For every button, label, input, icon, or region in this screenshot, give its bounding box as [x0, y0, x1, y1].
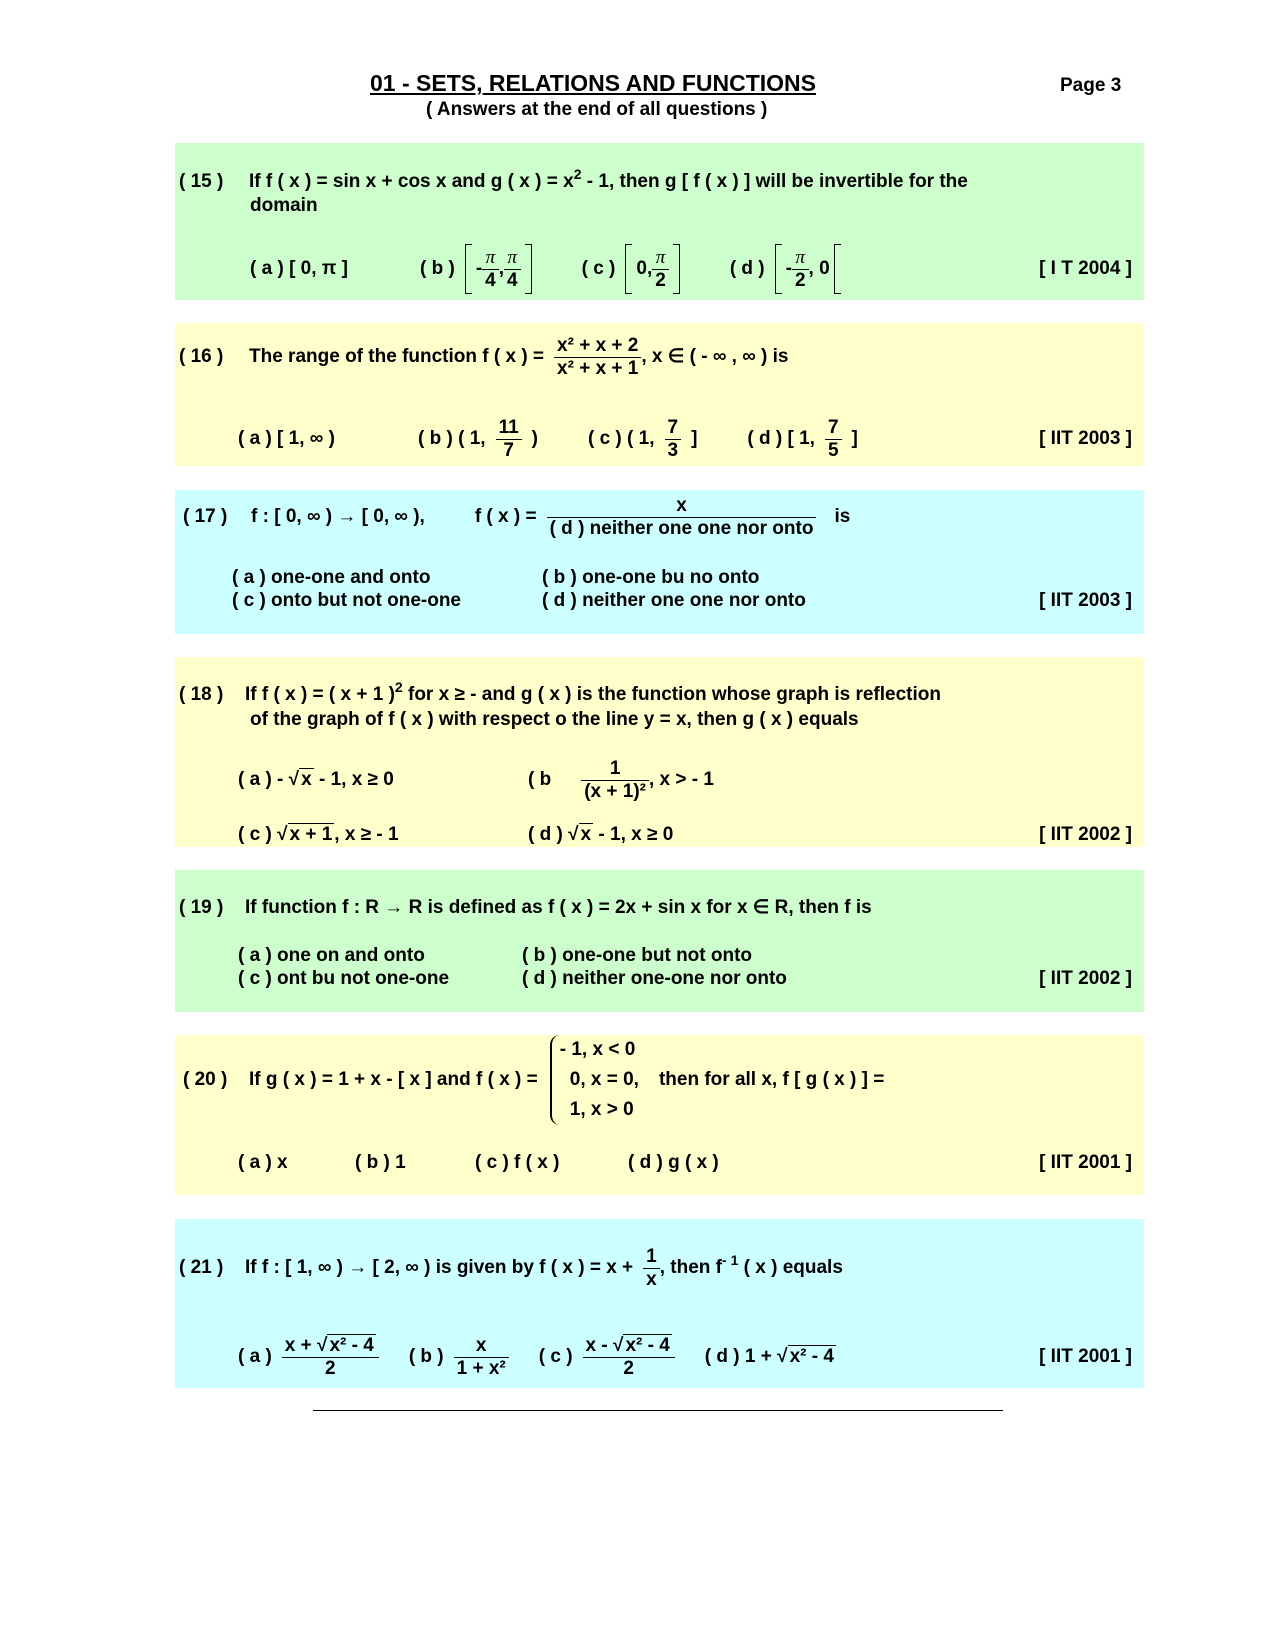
- bracket: [834, 244, 841, 294]
- function-def: f ( x ) =: [474, 506, 537, 527]
- denominator: 1 + x²: [454, 1357, 509, 1380]
- option-a[interactable]: ( a ) - √ x - 1, x ≥ 0: [238, 769, 394, 790]
- source: [ IIT 2003 ]: [1039, 590, 1132, 611]
- radicand: x + 1: [289, 824, 333, 845]
- options-row: [250, 242, 1132, 296]
- question-line-1: [179, 1244, 1132, 1292]
- option-d-label[interactable]: ( d ): [729, 258, 765, 279]
- option-d[interactable]: ( d ) neither one one nor onto: [542, 590, 806, 611]
- option-c-value: 0,: [636, 258, 653, 279]
- option-c-label[interactable]: ( c ): [581, 258, 616, 279]
- question-number: ( 20 ): [183, 1069, 228, 1090]
- radicand: x: [301, 769, 312, 790]
- question-text: If g ( x ) = 1 + x - [ x ] and f ( x ) =: [249, 1069, 538, 1090]
- question-line-1: [179, 166, 1132, 193]
- denominator: 7: [496, 439, 522, 462]
- source: [ IIT 2002 ]: [1039, 824, 1132, 845]
- question-number: ( 16 ): [179, 346, 224, 367]
- text-part: If f ( x ) = sin x + cos x and g ( x ) = x: [249, 171, 574, 192]
- option-d[interactable]: ( d ) neither one-one nor onto: [522, 968, 787, 989]
- option-b-label[interactable]: ( b: [528, 769, 552, 790]
- question-16: [175, 323, 1144, 466]
- option-d[interactable]: ( d ) [ 1,: [747, 428, 815, 449]
- question-19: [175, 870, 1144, 1012]
- footer-divider: [313, 1410, 1003, 1411]
- radicand: x² - 4: [625, 1334, 670, 1356]
- question-text: If function f : R → R is defined as f ( x ) = 2x + sin x for x ∈ R, then f is: [245, 897, 872, 918]
- option-text: ( d ) 1 +: [704, 1346, 778, 1367]
- fraction: [581, 758, 649, 803]
- option-b[interactable]: ( b ) ( 1,: [418, 428, 486, 449]
- paren: ): [531, 428, 538, 449]
- options-row-1: [238, 945, 1132, 967]
- denominator: (x + 1)²: [581, 780, 649, 803]
- option-a[interactable]: [250, 258, 410, 280]
- source: [ IIT 2002 ]: [1039, 968, 1132, 989]
- denominator: x² + x + 1: [554, 357, 641, 380]
- fraction: [652, 247, 669, 292]
- case-1: - 1, x < 0: [559, 1039, 636, 1060]
- question-20: [175, 1035, 1144, 1195]
- option-label: ( a ): [250, 258, 284, 279]
- mapping: f : [ 0, ∞ ) → [ 0, ∞ ),: [251, 506, 425, 527]
- options-row-1: [232, 567, 1132, 589]
- bracket: ]: [851, 428, 858, 449]
- fraction: [665, 417, 682, 462]
- question-text: If f : [ 1, ∞ ) → [ 2, ∞ ) is given by f ( x ) = x +: [245, 1257, 634, 1278]
- option-c[interactable]: ( c ) ont bu not one-one: [238, 968, 450, 989]
- question-text-post: is: [834, 506, 851, 527]
- option-b[interactable]: ( b ) one-one bu no onto: [542, 567, 760, 588]
- source: [ IIT 2001 ]: [1039, 1152, 1132, 1173]
- options-row-2: [238, 824, 1132, 846]
- fraction: [482, 247, 499, 292]
- superscript: 2: [573, 166, 582, 182]
- numerator: x: [676, 494, 687, 516]
- options-row-1: [238, 756, 1132, 804]
- source: [ I T 2004 ]: [1039, 258, 1132, 279]
- question-text-post: , x ∈ ( - ∞ , ∞ ) is: [641, 346, 789, 367]
- denominator: 2: [792, 269, 809, 292]
- options-row-2: [238, 968, 1132, 990]
- option-text: ( c ): [238, 824, 278, 845]
- source: [ IIT 2003 ]: [1039, 428, 1132, 449]
- fraction: [643, 1246, 660, 1291]
- option-d-value: , 0: [808, 258, 830, 279]
- question-text: [249, 166, 968, 193]
- options-row: [238, 1152, 1132, 1174]
- option-b-value: , x > - 1: [649, 769, 714, 790]
- question-line-1: [183, 1035, 1132, 1125]
- option-a[interactable]: ( a ) [ 1, ∞ ): [238, 428, 335, 449]
- denominator: 2: [282, 1357, 379, 1380]
- question-line-1: [183, 493, 1132, 541]
- numerator: 11: [498, 416, 519, 438]
- question-text: The range of the function f ( x ) =: [249, 346, 545, 367]
- option-a[interactable]: ( a ) x: [238, 1152, 288, 1173]
- option-c[interactable]: ( c ) √ x + 1 , x ≥ - 1: [238, 824, 399, 845]
- superscript: 2: [394, 679, 403, 695]
- bracket: [465, 244, 472, 294]
- question-18: [175, 657, 1144, 847]
- option-a-label[interactable]: ( a ): [238, 1346, 272, 1367]
- option-d[interactable]: ( d ) g ( x ): [628, 1152, 719, 1173]
- page-subtitle: ( Answers at the end of all questions ): [426, 99, 768, 120]
- comma: ,: [498, 258, 505, 279]
- question-line-1: [179, 333, 1132, 381]
- text-part: If f ( x ) = ( x + 1 ): [245, 684, 395, 705]
- option-text: ( d ): [528, 824, 569, 845]
- option-text: ( a ) -: [238, 769, 284, 790]
- bracket: [625, 244, 632, 294]
- question-15: [175, 143, 1144, 300]
- radicand: x² - 4: [329, 1334, 374, 1356]
- question-text-post: [659, 1252, 843, 1279]
- case-2: 0, x = 0,: [569, 1069, 639, 1090]
- numerator: x: [475, 1334, 487, 1356]
- denominator: 3: [665, 439, 682, 462]
- numerator: 1: [646, 1245, 657, 1267]
- option-c[interactable]: ( c ) onto but not one-one: [232, 590, 462, 611]
- numerator: x² + x + 2: [557, 334, 639, 356]
- option-b[interactable]: ( b ) one-one but not onto: [522, 945, 753, 966]
- numerator: 7: [827, 416, 839, 438]
- numerator: x +: [284, 1334, 318, 1356]
- options-row: [238, 1330, 1132, 1384]
- text-part: for x ≥ - and g ( x ) is the function whose graph is reflection: [408, 684, 941, 705]
- question-text-line2: domain: [250, 195, 318, 216]
- fraction: [554, 335, 641, 380]
- question-text-line2: of the graph of f ( x ) with respect o the line y = x, then g ( x ) equals: [250, 709, 859, 730]
- question-text: [245, 679, 941, 706]
- denominator: 2: [583, 1357, 675, 1380]
- denominator: 4: [504, 269, 521, 292]
- numerator: π: [485, 246, 496, 268]
- question-21: [175, 1219, 1144, 1388]
- numerator: π: [795, 246, 806, 268]
- question-number: ( 18 ): [179, 684, 224, 705]
- options-row: [238, 415, 1132, 463]
- option-b-label[interactable]: ( b ): [420, 258, 455, 279]
- superscript: - 1: [722, 1252, 739, 1268]
- denominator: 4: [482, 269, 499, 292]
- bracket: ]: [691, 428, 698, 449]
- question-number: ( 15 ): [179, 171, 224, 192]
- fraction: [792, 247, 809, 292]
- source: [ IIT 2001 ]: [1039, 1346, 1132, 1367]
- option-c[interactable]: ( c ) ( 1,: [587, 428, 655, 449]
- page-number: Page 3: [1060, 75, 1122, 96]
- page-title: 01 - SETS, RELATIONS AND FUNCTIONS: [370, 70, 816, 96]
- bracket: [775, 244, 782, 294]
- option-b[interactable]: ( b ) 1: [355, 1152, 406, 1173]
- fraction: [496, 417, 522, 462]
- text-part: ( x ) equals: [743, 1257, 843, 1278]
- option-a[interactable]: ( a ) one on and onto: [238, 945, 425, 966]
- option-c[interactable]: ( c ) f ( x ): [475, 1152, 560, 1173]
- fraction: [547, 495, 817, 540]
- numerator: π: [507, 246, 518, 268]
- denominator: ( d ) neither one one nor onto: [547, 517, 817, 540]
- options-row-2: [232, 590, 1132, 612]
- denominator: 2: [652, 269, 669, 292]
- option-text: , x ≥ - 1: [334, 824, 399, 845]
- minus: -: [785, 258, 792, 279]
- numerator: 1: [609, 757, 621, 779]
- question-17: [175, 490, 1144, 634]
- option-d[interactable]: ( d ) √ x - 1, x ≥ 0: [528, 824, 674, 845]
- fraction: $\frac{\text{x - √ x² - 4}}{2}$: [583, 1335, 675, 1380]
- fraction: [825, 417, 842, 462]
- bracket: [525, 244, 532, 294]
- denominator: x: [643, 1268, 660, 1291]
- option-c-label[interactable]: ( c ): [538, 1346, 573, 1367]
- question-line-1: [179, 897, 1132, 919]
- question-number: ( 21 ): [179, 1257, 224, 1278]
- minus: -: [475, 258, 483, 279]
- option-a[interactable]: ( a ) one-one and onto: [232, 567, 431, 588]
- option-value: [ 0, π ]: [289, 258, 348, 279]
- case-3: 1, x > 0: [569, 1099, 634, 1120]
- radicand: x² - 4: [789, 1346, 834, 1367]
- denominator: 5: [825, 439, 842, 462]
- question-number: ( 19 ): [179, 897, 224, 918]
- question-number: ( 17 ): [183, 506, 228, 527]
- radicand: x: [580, 824, 592, 845]
- numerator: π: [655, 246, 666, 268]
- option-text: - 1, x ≥ 0: [318, 769, 394, 790]
- option-b-label[interactable]: ( b ): [408, 1346, 444, 1367]
- piecewise-cases: [550, 1035, 639, 1125]
- bracket: [673, 244, 680, 294]
- numerator: 7: [667, 416, 679, 438]
- option-text: - 1, x ≥ 0: [598, 824, 674, 845]
- text-part: - 1, then g [ f ( x ) ] will be invertible for the: [586, 171, 968, 192]
- fraction: [454, 1335, 509, 1380]
- fraction: $\frac{\text{x + √ x² - 4}}{2}$: [282, 1335, 379, 1380]
- fraction: [504, 247, 521, 292]
- numerator: x -: [585, 1334, 613, 1356]
- question-text-post: then for all x, f [ g ( x ) ] =: [658, 1069, 885, 1090]
- option-d[interactable]: ( d ) 1 + √ x² - 4: [704, 1346, 834, 1367]
- text-part: , then f: [659, 1257, 723, 1278]
- question-line-1: [179, 679, 1132, 706]
